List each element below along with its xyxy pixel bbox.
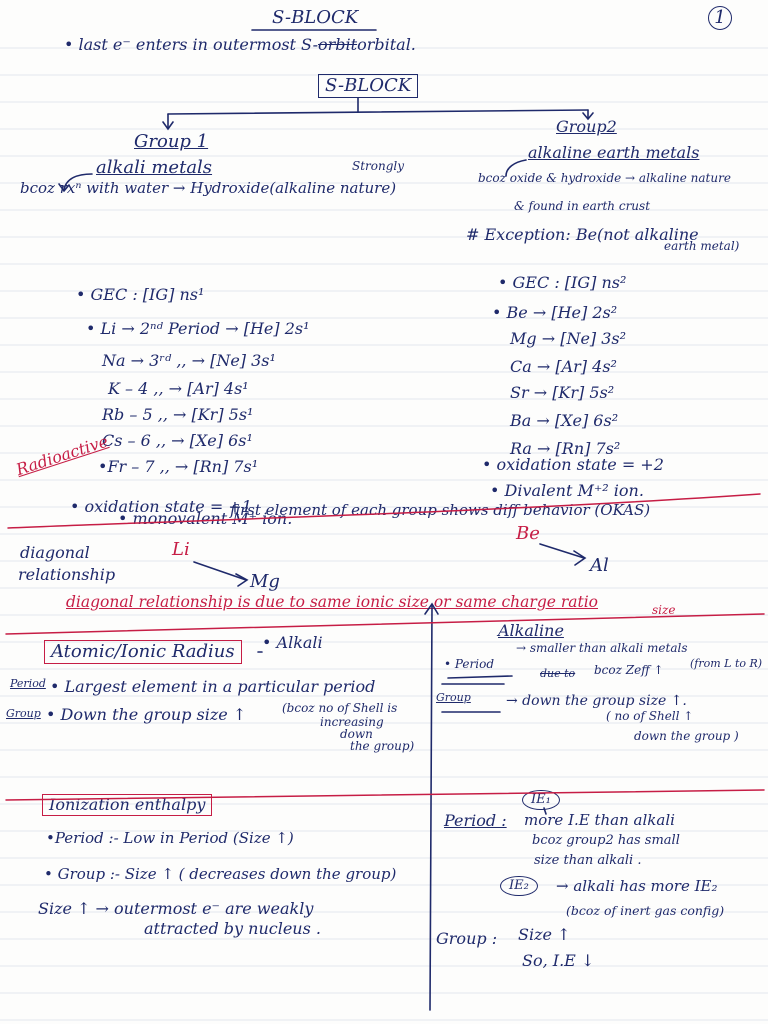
diagonal-reason: diagonal relationship is due to same ionic size or same charge ratio bbox=[66, 593, 599, 611]
atomic-alkali-label: • Alkali bbox=[262, 633, 323, 652]
g2-row-ba: Ba → [Xe] 6s² bbox=[510, 411, 619, 430]
diagonal-al: Al bbox=[590, 555, 609, 576]
g2-row-be: • Be → [He] 2s² bbox=[492, 303, 618, 322]
tree-root: S-BLOCK bbox=[318, 74, 418, 98]
group1-name: alkali metals bbox=[96, 157, 213, 178]
alk-group-tag: Group bbox=[436, 691, 471, 704]
ie1-text-2: bcoz group2 has small bbox=[532, 833, 680, 848]
group2-exception-2: earth metal) bbox=[664, 239, 740, 253]
g1-row-cs: Cs – 6 ,, → [Xe] 6s¹ bbox=[102, 431, 253, 450]
atomic-group-note-4: the group) bbox=[350, 739, 415, 753]
g1-row-li: • Li → 2ⁿᵈ Period → [He] 2s¹ bbox=[86, 319, 310, 338]
group2-heading: Group2 bbox=[556, 117, 617, 136]
atomic-group-note-3: down bbox=[340, 727, 373, 741]
ie2-text-1: → alkali has more IE₂ bbox=[556, 877, 718, 895]
g1-oxidation: • oxidation state = +1 bbox=[70, 497, 252, 516]
ie2-text-2: (bcoz of inert gas config) bbox=[566, 903, 725, 918]
diagonal-be: Be bbox=[516, 523, 540, 544]
atomic-period-tag: Period bbox=[10, 677, 46, 690]
group2-exception: # Exception: Be(not alkaline bbox=[466, 225, 699, 244]
atomic-group-tag: Group bbox=[6, 707, 41, 720]
group2-found: & found in earth crust bbox=[514, 199, 651, 213]
diagonal-label-2: relationship bbox=[18, 565, 116, 584]
definition-text: • last e⁻ enters in outermost S- bbox=[64, 35, 318, 54]
atomic-group-note-1: (bcoz no of Shell is bbox=[282, 701, 398, 715]
diagonal-reason-size: size bbox=[652, 603, 676, 617]
group1-heading: Group 1 bbox=[134, 131, 209, 152]
ie1-text-3: size than alkali . bbox=[534, 853, 642, 868]
strongly-note: Strongly bbox=[352, 159, 405, 173]
radioactive-label: Radioactive bbox=[13, 431, 111, 480]
alkaline-title: Alkaline bbox=[498, 621, 564, 640]
first-element-note: first element of each group shows diff behavior (OKAS) bbox=[230, 501, 651, 519]
atomic-radius-title: Atomic/Ionic Radius bbox=[44, 640, 242, 664]
ie-size-text-2: attracted by nucleus . bbox=[144, 919, 321, 938]
alk-zeff: bcoz Zeff ↑ bbox=[594, 663, 664, 677]
ie-right-group-tag: Group : bbox=[436, 929, 498, 948]
g2-row-sr: Sr → [Kr] 5s² bbox=[510, 383, 615, 402]
atomic-period-text: • Largest element in a particular period bbox=[50, 677, 376, 696]
alk-period-tag: • Period bbox=[444, 657, 495, 671]
page-title: S-BLOCK bbox=[272, 7, 359, 28]
ionization-title: Ionization enthalpy bbox=[42, 794, 212, 816]
definition-bullet bbox=[64, 36, 416, 54]
diagonal-mg: Mg bbox=[250, 571, 280, 592]
g2-oxidation: • oxidation state = +2 bbox=[482, 455, 664, 474]
g1-row-fr: •Fr – 7 ,, → [Rn] 7s¹ bbox=[98, 457, 259, 476]
g1-row-k: K – 4 ,, → [Ar] 4s¹ bbox=[108, 379, 249, 398]
g2-divalent: • Divalent M⁺² ion. bbox=[490, 481, 644, 500]
group1-gec: • GEC : [IG] ns¹ bbox=[76, 285, 205, 304]
diagonal-label-1: diagonal bbox=[20, 543, 90, 562]
ie-size-text-1: Size ↑ → outermost e⁻ are weakly bbox=[38, 899, 314, 918]
group2-gec: • GEC : [IG] ns² bbox=[498, 273, 627, 292]
ie-period-text: •Period :- Low in Period (Size ↑) bbox=[46, 829, 294, 847]
diagonal-li: Li bbox=[172, 539, 190, 560]
definition-end: orbital. bbox=[357, 35, 416, 54]
alk-zeff-note: (from L to R) bbox=[690, 657, 763, 670]
group2-name: alkaline earth metals bbox=[528, 143, 700, 162]
alk-group-note-1: ( no of Shell ↑ bbox=[606, 709, 694, 723]
g2-row-mg: Mg → [Ne] 3s² bbox=[510, 329, 627, 348]
page-number: 1 bbox=[708, 6, 732, 30]
definition-struck: orbit bbox=[318, 35, 358, 54]
ie1-text-1: more I.E than alkali bbox=[524, 811, 675, 829]
group1-reaction: bcoz rxⁿ with water → Hydroxide(alkaline nature) bbox=[20, 179, 397, 197]
g1-row-rb: Rb – 5 ,, → [Kr] 5s¹ bbox=[102, 405, 254, 424]
alk-group-note-2: down the group ) bbox=[634, 729, 739, 743]
ie2-label: IE₂ bbox=[500, 876, 538, 896]
atomic-group-text: • Down the group size ↑ bbox=[46, 705, 247, 724]
ie-right-group-text-1: Size ↑ bbox=[518, 925, 571, 944]
g2-row-ca: Ca → [Ar] 4s² bbox=[510, 357, 617, 376]
g2-row-ra: Ra → [Rn] 7s² bbox=[510, 439, 621, 458]
alk-group-text: → down the group size ↑. bbox=[506, 693, 687, 709]
ie-group-text: • Group :- Size ↑ ( decreases down the group) bbox=[44, 865, 397, 883]
alk-struck: due to bbox=[540, 667, 576, 680]
ie1-label: IE₁ bbox=[522, 790, 560, 810]
g1-monovalent: • monovalent M⁺ ion. bbox=[118, 509, 293, 528]
group2-oxide: bcoz oxide & hydroxide → alkaline nature bbox=[478, 171, 731, 185]
ie-right-group-text-2: So, I.E ↓ bbox=[522, 951, 595, 970]
ie-right-period-tag: Period : bbox=[444, 811, 507, 830]
atomic-group-note-2: increasing bbox=[320, 715, 384, 729]
alk-period-text: → smaller than alkali metals bbox=[516, 641, 688, 655]
g1-row-na: Na → 3ʳᵈ ,, → [Ne] 3s¹ bbox=[102, 351, 276, 370]
